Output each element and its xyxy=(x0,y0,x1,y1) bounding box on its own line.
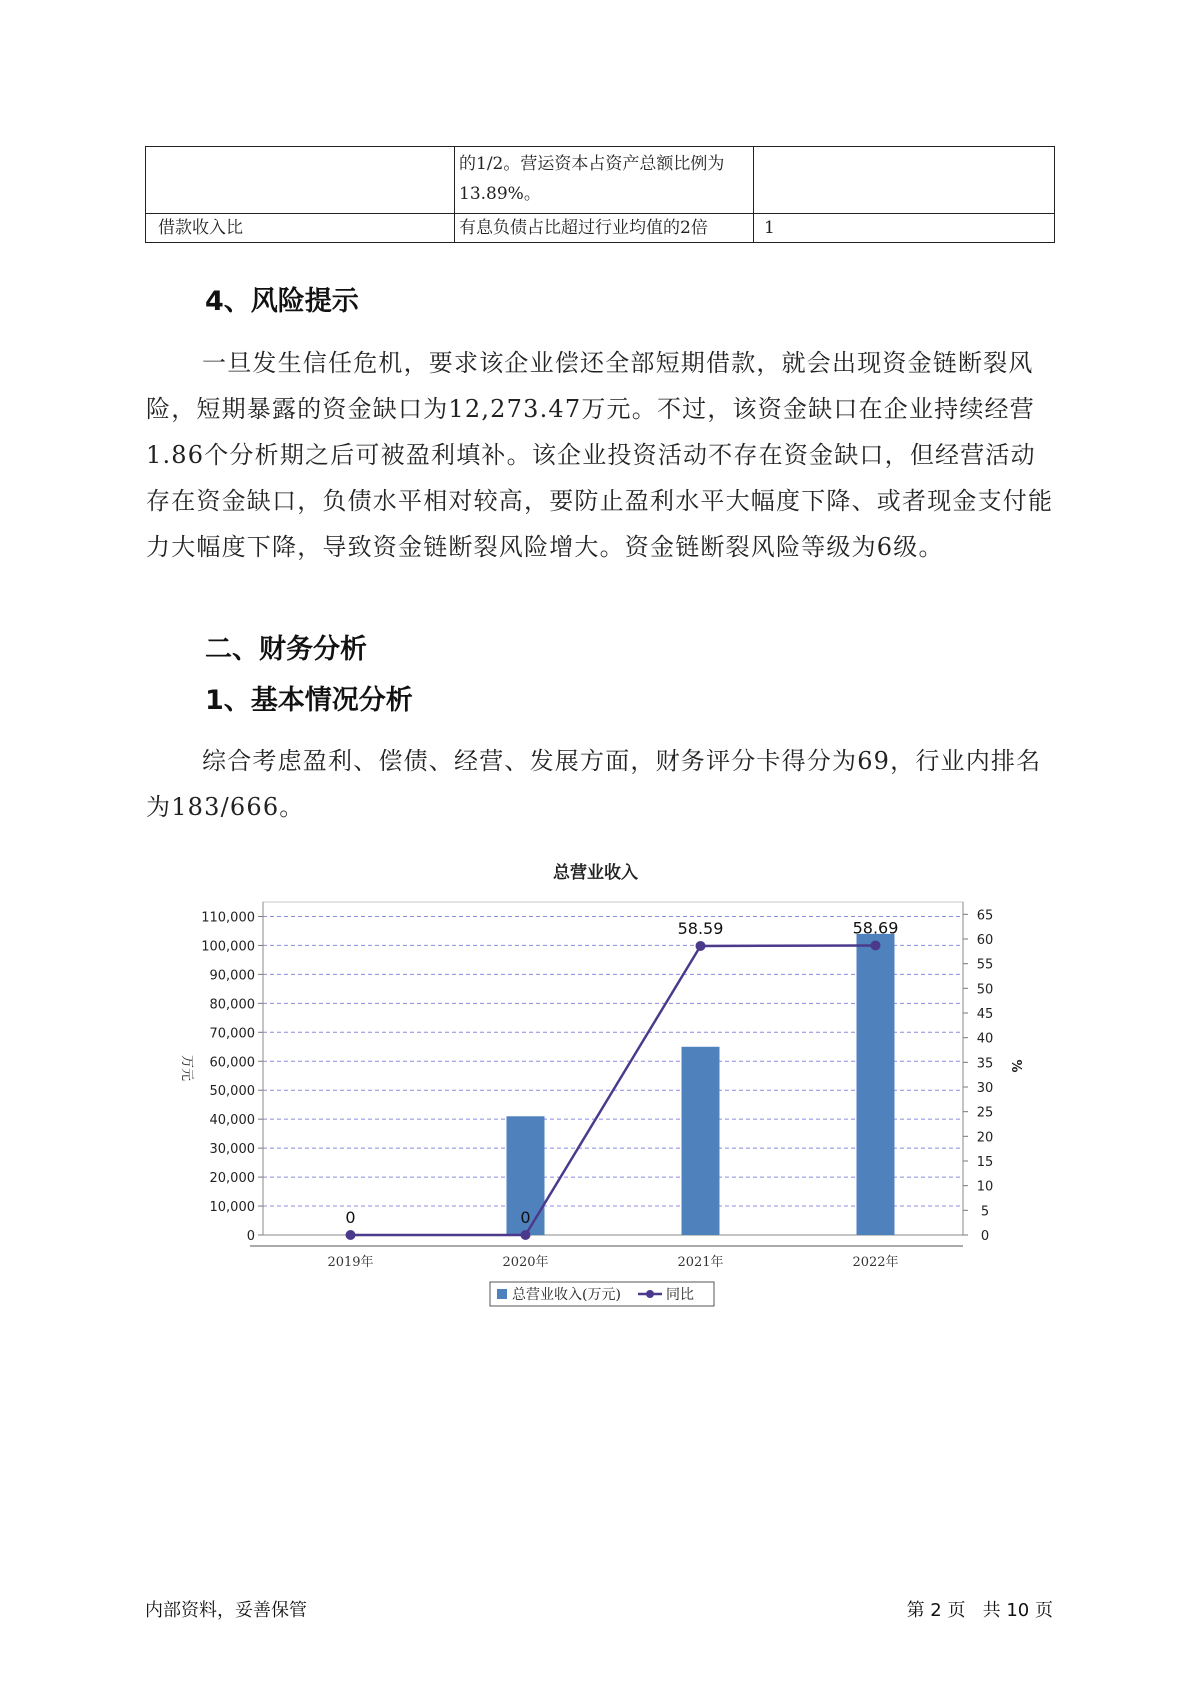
y-tick-label: 0 xyxy=(246,1229,255,1244)
risk-paragraph: 一旦发生信任危机，要求该企业偿还全部短期借款，就会出现资金链断裂风险，短期暴露的资金缺口为12,273.47万元。不过，该资金缺口在企业持续经营 1.86个分析期之后可被盈利填补。该企业投资活动不存在资金缺口，但经营活动存在资金缺口，负债水平相对较高，要防止盈利水平大幅度下降、或者现金支付能力大幅度下降，导致资金链断裂风险增大。资金链断裂风险等级为6级。 xyxy=(146,349,1054,561)
y-tick-label: 70,000 xyxy=(209,1026,255,1042)
x-tick-label: 2020年 xyxy=(502,1255,549,1270)
x-tick-label: 2019年 xyxy=(327,1255,374,1270)
y2-tick-label: 35 xyxy=(976,1056,994,1072)
legend-bar-label: 总营业收入(万元) xyxy=(512,1287,621,1303)
y-tick-label: 60,000 xyxy=(209,1055,255,1071)
y-tick-label: 30,000 xyxy=(209,1142,255,1158)
data-label: 58.69 xyxy=(852,918,899,938)
line-point xyxy=(521,1230,531,1240)
y2-tick-label: 25 xyxy=(976,1105,994,1121)
finance-heading: 二、财务分析 xyxy=(205,634,367,665)
bar xyxy=(857,934,895,1235)
y-tick-label: 100,000 xyxy=(201,939,255,955)
line-point xyxy=(871,940,881,950)
legend-line-marker xyxy=(646,1290,654,1298)
page-number: 第 2 页 共 10 页 xyxy=(906,1600,1053,1621)
y2-tick-label: 55 xyxy=(976,957,994,973)
y-tick-label: 50,000 xyxy=(209,1084,255,1100)
y2-tick-label: 30 xyxy=(976,1081,994,1096)
y-tick-label: 90,000 xyxy=(209,968,255,984)
legend-line-label: 同比 xyxy=(666,1287,694,1303)
data-label: 58.59 xyxy=(677,918,724,938)
y-tick-label: 10,000 xyxy=(209,1200,255,1216)
line-point xyxy=(346,1230,356,1240)
chart-title: 总营业收入 xyxy=(553,863,638,883)
table-cell: 的1/2。营运资本占资产总额比例为13.89%。 xyxy=(455,147,754,214)
data-label: 0 xyxy=(345,1208,356,1227)
y2-tick-label: 65 xyxy=(976,908,994,924)
legend-bar-swatch xyxy=(497,1289,507,1299)
basic-paragraph: 综合考虑盈利、偿债、经营、发展方面，财务评分卡得分为69，行业内排名为183/666。 xyxy=(146,747,1042,821)
y-tick-label: 110,000 xyxy=(201,910,255,926)
y-tick-label: 40,000 xyxy=(209,1113,255,1129)
y2-tick-label: 5 xyxy=(980,1204,990,1220)
line-point xyxy=(696,941,706,951)
y-tick-label: 20,000 xyxy=(209,1171,255,1187)
x-tick-label: 2021年 xyxy=(677,1255,724,1270)
footer-confidential: 内部资料，妥善保管 xyxy=(145,1600,307,1621)
y2-tick-label: 45 xyxy=(976,1007,994,1022)
table-cell: 借款收入比 xyxy=(146,214,455,243)
data-label: 0 xyxy=(520,1208,531,1227)
y-tick-label: 80,000 xyxy=(209,997,255,1013)
y2-tick-label: 10 xyxy=(976,1179,994,1195)
y2-tick-label: 15 xyxy=(976,1155,994,1170)
x-tick-label: 2022年 xyxy=(852,1255,899,1270)
y2-tick-label: 0 xyxy=(980,1229,990,1244)
basic-heading: 1、基本情况分析 xyxy=(205,685,413,716)
y2-tick-label: 50 xyxy=(976,982,994,998)
table-cell: 1 xyxy=(754,214,1055,243)
table-cell: 有息负债占比超过行业均值的2倍 xyxy=(455,214,754,243)
risk-heading: 4、风险提示 xyxy=(205,286,359,317)
y2-tick-label: 60 xyxy=(976,933,994,948)
y2-tick-label: 20 xyxy=(976,1130,994,1146)
y2-axis-title: % xyxy=(1008,1059,1023,1073)
y-axis-title: 万元 xyxy=(179,1054,194,1082)
bar xyxy=(682,1047,720,1235)
y2-tick-label: 40 xyxy=(976,1031,994,1047)
